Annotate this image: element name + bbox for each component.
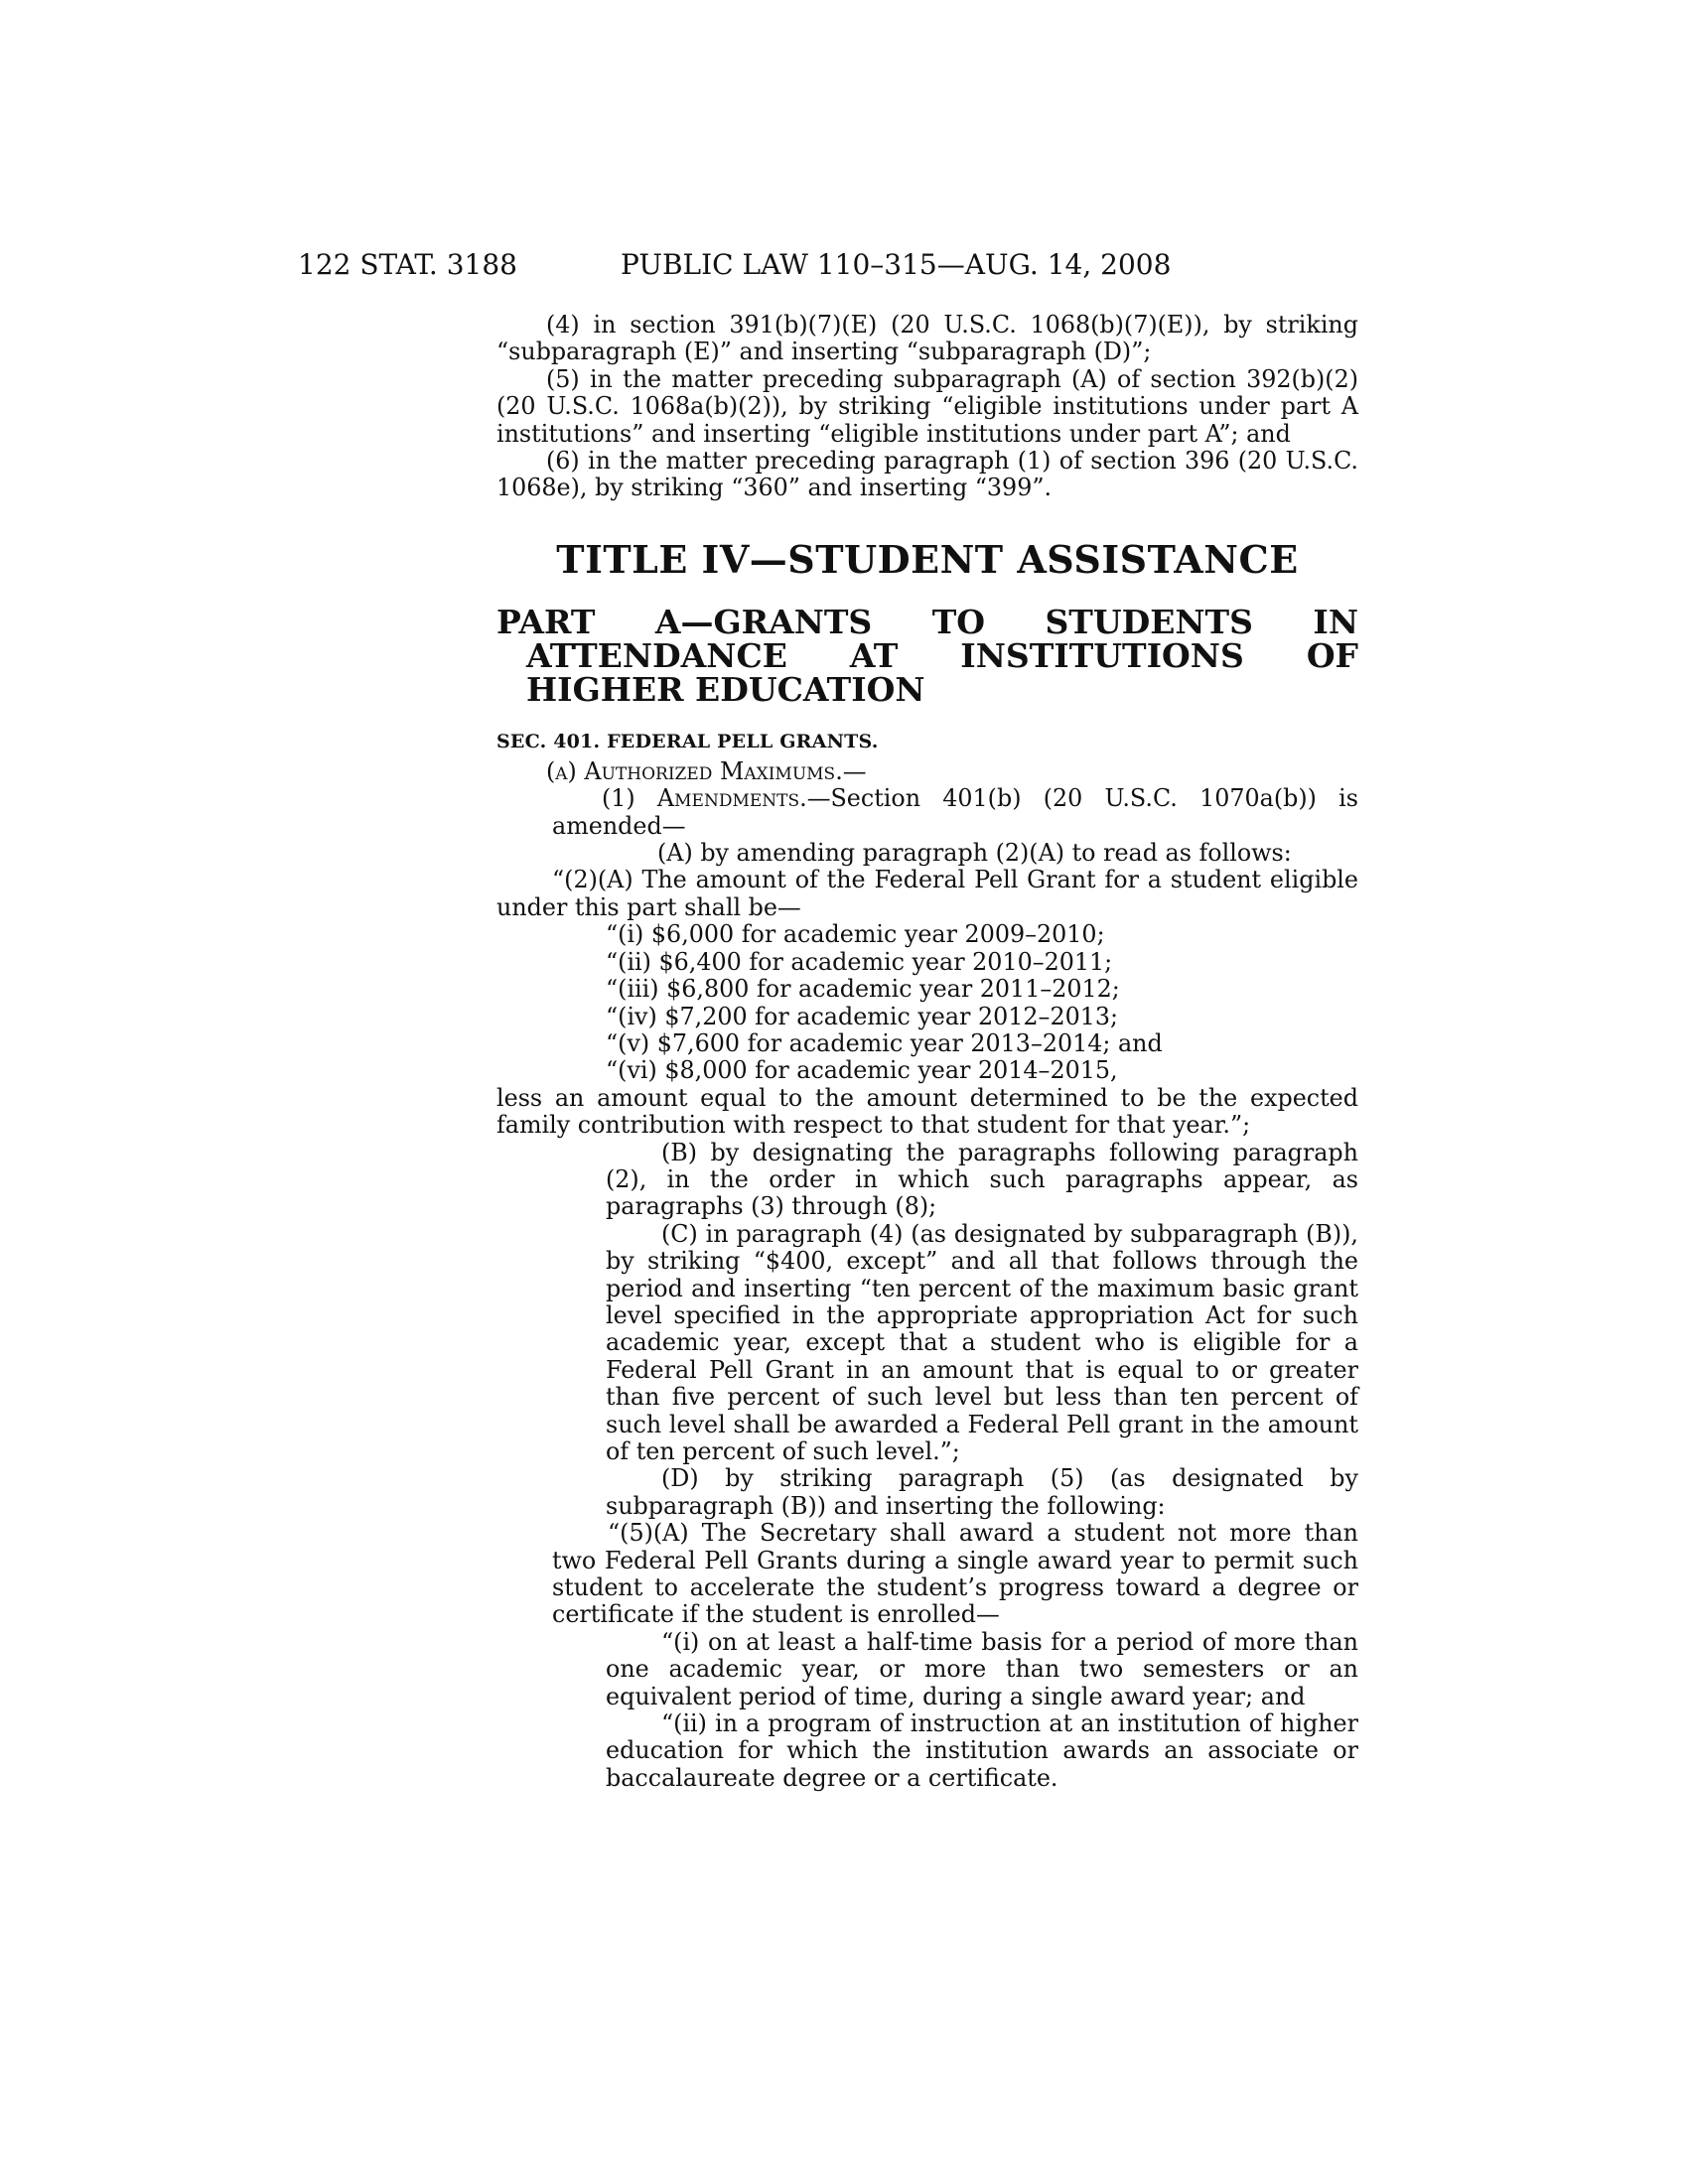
quoted-2A: “(2)(A) The amount of the Federal Pell Grant for a student eligible under this part shall be— bbox=[496, 866, 1358, 921]
subsection-a-heading bbox=[496, 758, 1358, 785]
amount-item: “(iv) $7,200 for academic year 2012–2013; bbox=[606, 1002, 1119, 1030]
title-heading: TITLE IV—STUDENT ASSISTANCE bbox=[556, 536, 1299, 582]
clause-i: “(i) on at least a half-time basis for a period of more than one academic year, or more than two semesters or an equivalent period of time, during a single award year; and bbox=[606, 1627, 1358, 1710]
section-heading: SEC. 401. FEDERAL PELL GRANTS. bbox=[496, 730, 879, 752]
amount-item: “(v) $7,600 for academic year 2013–2014; and bbox=[606, 1028, 1163, 1057]
amendments-text: —Section 401(b) (20 U.S.C. 1070a(b)) is amended— bbox=[552, 784, 1358, 840]
paragraph-4: (4) in section 391(b)(7)(E) (20 U.S.C. 1068(b)(7)(E)), by striking “subparagraph (E)” and inserting “subparagraph (D)”; bbox=[496, 311, 1358, 366]
subparagraph-C: (C) in paragraph (4) (as designated by subparagraph (B)), by striking “$400, except” and all that follows through the period and inserting “ten percent of the maximum basic grant level specified in the appropriate appropriation Act for such academic year, except that a student who is eligible for a Federal Pell Grant in an amount that is equal to or greater than five percent of such level but less than ten percent of such level shall be awarded a Federal Pell grant in the amount of ten percent of such level.”; bbox=[606, 1219, 1358, 1465]
clause-ii: “(ii) in a program of instruction at an institution of higher education for which the institution awards an associate or baccalaureate degree or a certificate. bbox=[606, 1709, 1358, 1792]
amount-item: “(iii) $6,800 for academic year 2011–2012; bbox=[606, 975, 1120, 1004]
paragraph-a1 bbox=[552, 785, 1358, 840]
paragraph-5: (5) in the matter preceding subparagraph (A) of section 392(b)(2) (20 U.S.C. 1068a(b)(2)), by striking “eligible institutions under part A institutions” and inserting “eligible institutions under part A”; and bbox=[496, 364, 1358, 448]
public-law-citation: PUBLIC LAW 110–315—AUG. 14, 2008 bbox=[621, 248, 1172, 281]
stat-page-number: 122 STAT. 3188 bbox=[298, 248, 517, 281]
quoted-5A: “(5)(A) The Secretary shall award a student not more than two Federal Pell Grants during a single award year to permit such student to accelerate the student’s progress toward a degree or certificate if the student is enrolled— bbox=[552, 1519, 1358, 1629]
part-heading: PART A—GRANTS TO STUDENTS IN ATTENDANCE AT INSTITUTIONS OF HIGHER EDUCATION bbox=[496, 602, 1358, 709]
paragraph-6: (6) in the matter preceding paragraph (1) of section 396 (20 U.S.C. 1068e), by striking “360” and inserting “399”. bbox=[496, 447, 1358, 502]
subparagraph-B: (B) by designating the paragraphs following paragraph (2), in the order in which such paragraphs appear, as paragraphs (3) through (8); bbox=[606, 1138, 1358, 1221]
amendments-label: (1) Amendments. bbox=[602, 784, 807, 813]
amount-item: “(ii) $6,400 for academic year 2010–2011; bbox=[606, 947, 1113, 976]
less-clause: less an amount equal to the amount determined to be the expected family contribution with respect to that student for that year.”; bbox=[496, 1083, 1358, 1140]
amount-item: “(i) $6,000 for academic year 2009–2010; bbox=[606, 920, 1105, 949]
amount-item: “(vi) $8,000 for academic year 2014–2015, bbox=[606, 1056, 1118, 1085]
amount-list bbox=[496, 921, 1358, 1084]
subsection-a-label: (a) Authorized Maximums.— bbox=[546, 756, 867, 785]
subparagraph-A: (A) by amending paragraph (2)(A) to read as follows: bbox=[657, 839, 1292, 868]
subparagraph-D: (D) by striking paragraph (5) (as designated by subparagraph (B)) and inserting the following: bbox=[606, 1464, 1358, 1520]
document-body bbox=[496, 312, 1358, 1792]
